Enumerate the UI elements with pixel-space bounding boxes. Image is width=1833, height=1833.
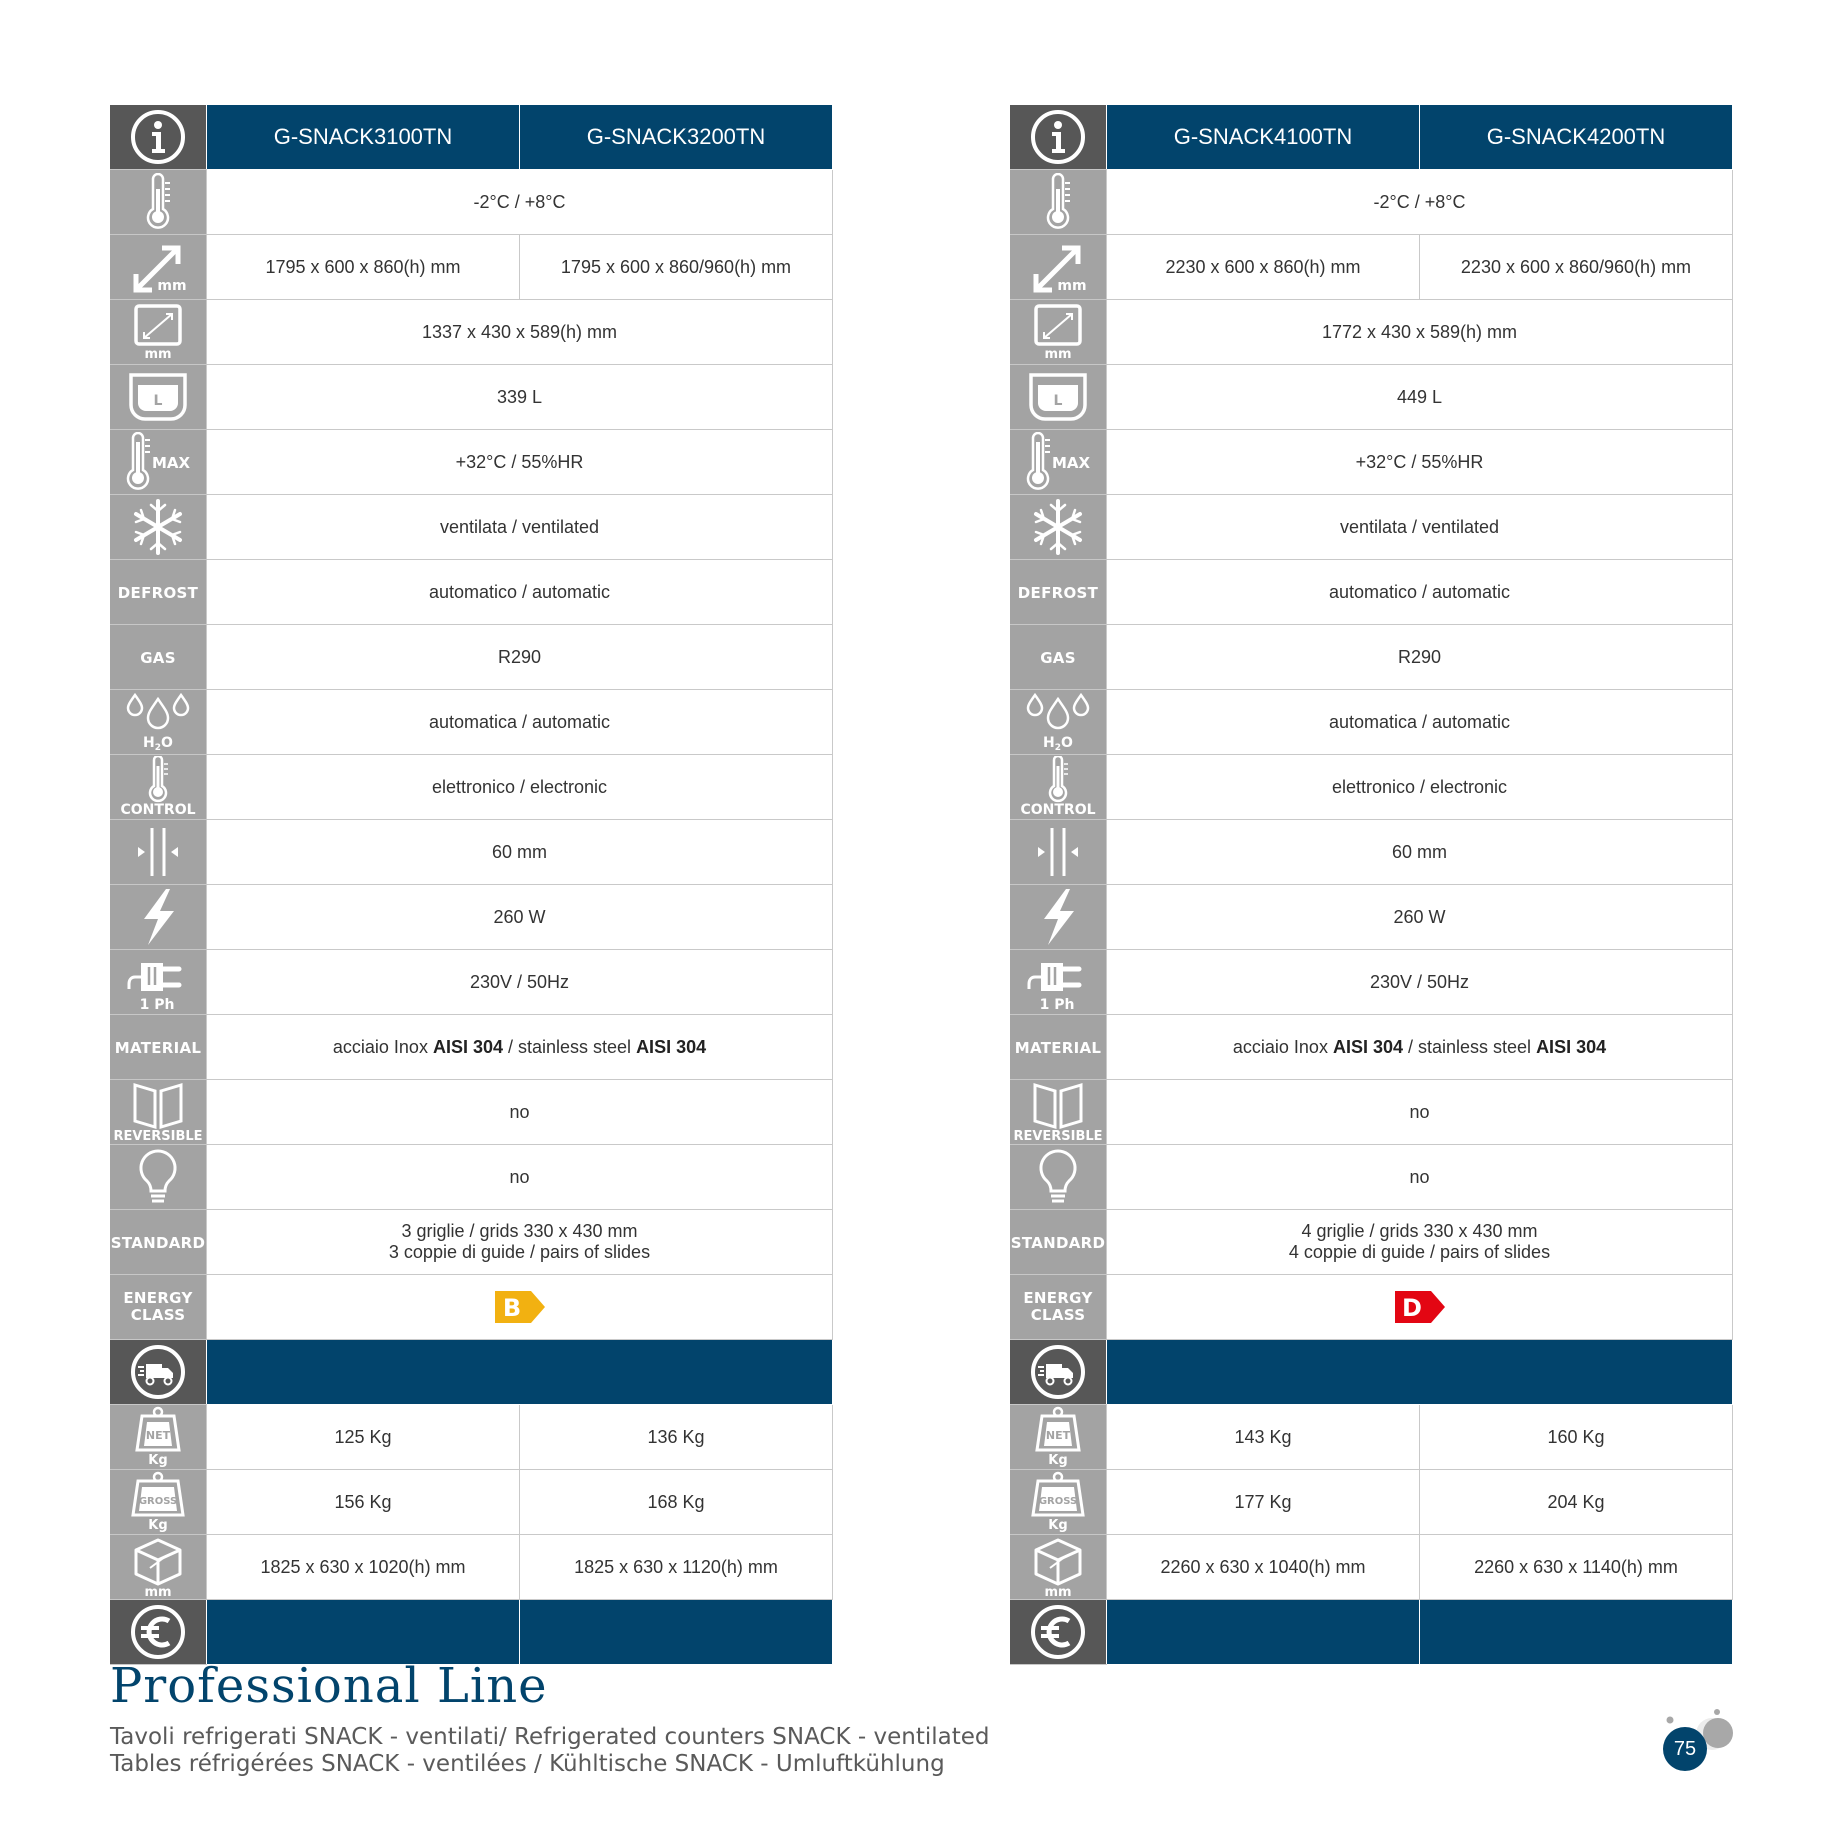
package-dims-value: 1825 x 630 x 1020(h) mm xyxy=(207,1535,520,1600)
gross-weight-value: 177 Kg xyxy=(1107,1470,1420,1535)
gross-weight-value: 204 Kg xyxy=(1420,1470,1733,1535)
internal-dims-row xyxy=(110,300,833,365)
info-icon xyxy=(1028,107,1088,167)
diagonal-arrow-icon xyxy=(128,238,188,296)
temperature-row xyxy=(110,170,833,235)
material-label: MATERIAL xyxy=(1014,1038,1102,1057)
voltage-row xyxy=(1010,950,1733,1015)
price-row xyxy=(1010,1600,1733,1665)
kg-label: Kg xyxy=(1048,1453,1068,1468)
insulation-thickness-icon xyxy=(1028,824,1088,880)
material-row xyxy=(110,1015,833,1080)
page-subtitle: Tavoli refrigerati SNACK - ventilati/ Refrigerated counters SNACK - ventilated xyxy=(110,1724,990,1750)
package-box-icon xyxy=(128,1536,188,1598)
energy-class-badge xyxy=(1395,1291,1445,1323)
net-label: NET xyxy=(145,1429,171,1442)
light-value: no xyxy=(207,1145,833,1210)
spec-table-1 xyxy=(110,104,833,1665)
phase-label: 1 Ph xyxy=(1039,997,1075,1013)
power-row xyxy=(110,885,833,950)
control-label: CONTROL xyxy=(1020,802,1096,818)
net-weight-icon xyxy=(1028,1406,1088,1468)
page-number: 75 xyxy=(1663,1727,1707,1771)
internal-dims-icon xyxy=(1028,302,1088,362)
water-drops-icon xyxy=(1023,691,1093,753)
reversible-value: no xyxy=(207,1080,833,1145)
external-dims-value: 1795 x 600 x 860(h) mm xyxy=(207,235,520,300)
gross-weight-icon xyxy=(1028,1471,1088,1533)
standard-label: STANDARD xyxy=(110,1233,206,1252)
external-dims-row xyxy=(110,235,833,300)
mm-label: mm xyxy=(144,1585,172,1598)
lightning-icon xyxy=(136,887,180,947)
defrost-row xyxy=(1010,560,1733,625)
shipping-header-row xyxy=(110,1340,833,1405)
material-row xyxy=(1010,1015,1733,1080)
evaporation-value: automatica / automatic xyxy=(207,690,833,755)
plug-icon xyxy=(123,951,193,1013)
cooling-row xyxy=(110,495,833,560)
max-label: MAX xyxy=(1051,454,1091,472)
climate-row xyxy=(1010,430,1733,495)
max-thermometer-icon xyxy=(123,432,193,492)
spec-table-2 xyxy=(1010,104,1733,1665)
shipping-header-row xyxy=(1010,1340,1733,1405)
capacity-value: 339 L xyxy=(207,365,833,430)
reversible-label: REVERSIBLE xyxy=(113,1129,203,1143)
insulation-thickness-icon xyxy=(128,824,188,880)
gross-weight-value: 168 Kg xyxy=(520,1470,833,1535)
net-weight-row xyxy=(110,1405,833,1470)
insulation-row xyxy=(110,820,833,885)
capacity-value: 449 L xyxy=(1107,365,1733,430)
defrost-label: DEFROST xyxy=(1017,583,1099,602)
liter-container-icon xyxy=(127,371,189,423)
control-thermometer-icon xyxy=(113,756,203,818)
gross-weight-row xyxy=(110,1470,833,1535)
package-dims-row xyxy=(110,1535,833,1600)
energy-class-badge xyxy=(495,1291,545,1323)
external-dims-value: 2230 x 600 x 860(h) mm xyxy=(1107,235,1420,300)
package-dims-value: 2260 x 630 x 1140(h) mm xyxy=(1420,1535,1733,1600)
delivery-truck-icon xyxy=(1028,1342,1088,1402)
material-value: acciaio Inox AISI 304 / stainless steel AISI 304 xyxy=(1107,1015,1733,1080)
climate-value: +32°C / 55%HR xyxy=(207,430,833,495)
temperature-value: -2°C / +8°C xyxy=(1107,170,1733,235)
power-value: 260 W xyxy=(1107,885,1733,950)
cooling-row xyxy=(1010,495,1733,560)
standard-value: 4 griglie / grids 330 x 430 mm 4 coppie di guide / pairs of slides xyxy=(1107,1210,1733,1275)
liter-label: L xyxy=(153,393,163,409)
mm-label: mm xyxy=(1057,278,1087,294)
snowflake-icon xyxy=(128,497,188,557)
water-drops-icon xyxy=(123,691,193,753)
page-subtitle: Tables réfrigérées SNACK - ventilées / Kühltische SNACK - Umluftkühlung xyxy=(110,1751,945,1777)
control-thermometer-icon xyxy=(1013,756,1103,818)
shipping-header-bar xyxy=(1107,1340,1733,1405)
control-value: elettronico / electronic xyxy=(1107,755,1733,820)
max-label: MAX xyxy=(151,454,191,472)
price-cell xyxy=(520,1600,833,1665)
lightning-icon xyxy=(1036,887,1080,947)
model-name: G-SNACK4200TN xyxy=(1420,105,1733,170)
package-dims-value: 2260 x 630 x 1040(h) mm xyxy=(1107,1535,1420,1600)
reversible-value: no xyxy=(1107,1080,1733,1145)
capacity-row xyxy=(1010,365,1733,430)
light-bulb-icon xyxy=(1036,1147,1080,1207)
defrost-row xyxy=(110,560,833,625)
energy-class-label: ENERGY CLASS xyxy=(123,1288,193,1324)
capacity-row xyxy=(110,365,833,430)
internal-dims-value: 1337 x 430 x 589(h) mm xyxy=(207,300,833,365)
package-box-icon xyxy=(1028,1536,1088,1598)
reversible-door-icon xyxy=(1013,1081,1103,1143)
reversible-row xyxy=(1010,1080,1733,1145)
model-header-row xyxy=(1010,105,1733,170)
mm-label: mm xyxy=(1044,1585,1072,1598)
model-header-row xyxy=(110,105,833,170)
gross-label: GROSS xyxy=(138,1496,178,1507)
h2o-label: $H_2O$ xyxy=(143,735,173,753)
insulation-value: 60 mm xyxy=(1107,820,1733,885)
insulation-row xyxy=(1010,820,1733,885)
net-weight-value: 143 Kg xyxy=(1107,1405,1420,1470)
thermometer-icon xyxy=(138,173,178,231)
plug-icon xyxy=(1023,951,1093,1013)
price-cell xyxy=(1420,1600,1733,1665)
light-value: no xyxy=(1107,1145,1733,1210)
gas-row xyxy=(1010,625,1733,690)
h2o-label: $H_2O$ xyxy=(1043,735,1073,753)
energy-value xyxy=(207,1275,833,1340)
reversible-door-icon xyxy=(113,1081,203,1143)
insulation-value: 60 mm xyxy=(207,820,833,885)
gas-label: GAS xyxy=(140,648,176,667)
cooling-value: ventilata / ventilated xyxy=(207,495,833,560)
voltage-value: 230V / 50Hz xyxy=(1107,950,1733,1015)
energy-class-letter: B xyxy=(502,1294,521,1322)
euro-icon xyxy=(1028,1602,1088,1662)
shipping-header-bar xyxy=(207,1340,833,1405)
temperature-value: -2°C / +8°C xyxy=(207,170,833,235)
evaporation-row xyxy=(110,690,833,755)
defrost-label: DEFROST xyxy=(117,583,199,602)
light-bulb-icon xyxy=(136,1147,180,1207)
mm-label: mm xyxy=(144,347,172,362)
diagonal-arrow-icon xyxy=(1028,238,1088,296)
standard-value: 3 griglie / grids 330 x 430 mm 3 coppie di guide / pairs of slides xyxy=(207,1210,833,1275)
internal-dims-icon xyxy=(128,302,188,362)
voltage-row xyxy=(110,950,833,1015)
standard-label: STANDARD xyxy=(1010,1233,1106,1252)
kg-label: Kg xyxy=(148,1453,168,1468)
control-label: CONTROL xyxy=(120,802,196,818)
evaporation-row xyxy=(1010,690,1733,755)
model-name: G-SNACK3200TN xyxy=(520,105,833,170)
energy-row xyxy=(110,1275,833,1340)
control-value: elettronico / electronic xyxy=(207,755,833,820)
phase-label: 1 Ph xyxy=(139,997,175,1013)
page-title: Professional Line xyxy=(110,1658,548,1714)
package-dims-value: 1825 x 630 x 1120(h) mm xyxy=(520,1535,833,1600)
price-cell xyxy=(207,1600,520,1665)
price-cell xyxy=(1107,1600,1420,1665)
external-dims-value: 2230 x 600 x 860/960(h) mm xyxy=(1420,235,1733,300)
control-row xyxy=(110,755,833,820)
net-weight-icon xyxy=(128,1406,188,1468)
internal-dims-row xyxy=(1010,300,1733,365)
liter-container-icon xyxy=(1027,371,1089,423)
net-weight-value: 160 Kg xyxy=(1420,1405,1733,1470)
max-thermometer-icon xyxy=(1023,432,1093,492)
info-cell xyxy=(110,105,207,170)
energy-row xyxy=(1010,1275,1733,1340)
energy-class-letter: D xyxy=(1401,1294,1422,1322)
liter-label: L xyxy=(1053,393,1063,409)
external-dims-row xyxy=(1010,235,1733,300)
energy-value xyxy=(1107,1275,1733,1340)
model-name: G-SNACK4100TN xyxy=(1107,105,1420,170)
climate-value: +32°C / 55%HR xyxy=(1107,430,1733,495)
info-icon xyxy=(128,107,188,167)
kg-label: Kg xyxy=(1048,1518,1068,1533)
delivery-truck-icon xyxy=(128,1342,188,1402)
power-value: 260 W xyxy=(207,885,833,950)
standard-row xyxy=(110,1210,833,1275)
material-label: MATERIAL xyxy=(114,1038,202,1057)
snowflake-icon xyxy=(1028,497,1088,557)
material-value: acciaio Inox AISI 304 / stainless steel AISI 304 xyxy=(207,1015,833,1080)
internal-dims-value: 1772 x 430 x 589(h) mm xyxy=(1107,300,1733,365)
cooling-value: ventilata / ventilated xyxy=(1107,495,1733,560)
gas-label: GAS xyxy=(1040,648,1076,667)
net-weight-row xyxy=(1010,1405,1733,1470)
climate-row xyxy=(110,430,833,495)
gross-weight-row xyxy=(1010,1470,1733,1535)
model-name: G-SNACK3100TN xyxy=(207,105,520,170)
external-dims-value: 1795 x 600 x 860/960(h) mm xyxy=(520,235,833,300)
defrost-value: automatico / automatic xyxy=(1107,560,1733,625)
package-dims-row xyxy=(1010,1535,1733,1600)
energy-class-label: ENERGY CLASS xyxy=(1023,1288,1093,1324)
euro-icon xyxy=(128,1602,188,1662)
light-row xyxy=(1010,1145,1733,1210)
voltage-value: 230V / 50Hz xyxy=(207,950,833,1015)
gas-value: R290 xyxy=(1107,625,1733,690)
gross-weight-value: 156 Kg xyxy=(207,1470,520,1535)
mm-label: mm xyxy=(157,278,187,294)
gross-label: GROSS xyxy=(1038,1496,1078,1507)
light-row xyxy=(110,1145,833,1210)
info-cell xyxy=(1010,105,1107,170)
gas-row xyxy=(110,625,833,690)
net-weight-value: 136 Kg xyxy=(520,1405,833,1470)
kg-label: Kg xyxy=(148,1518,168,1533)
gross-weight-icon xyxy=(128,1471,188,1533)
gas-value: R290 xyxy=(207,625,833,690)
control-row xyxy=(1010,755,1733,820)
reversible-row xyxy=(110,1080,833,1145)
power-row xyxy=(1010,885,1733,950)
standard-row xyxy=(1010,1210,1733,1275)
net-label: NET xyxy=(1045,1429,1071,1442)
reversible-label: REVERSIBLE xyxy=(1013,1129,1103,1143)
defrost-value: automatico / automatic xyxy=(207,560,833,625)
temperature-row xyxy=(1010,170,1733,235)
thermometer-icon xyxy=(1038,173,1078,231)
price-row xyxy=(110,1600,833,1665)
net-weight-value: 125 Kg xyxy=(207,1405,520,1470)
evaporation-value: automatica / automatic xyxy=(1107,690,1733,755)
mm-label: mm xyxy=(1044,347,1072,362)
